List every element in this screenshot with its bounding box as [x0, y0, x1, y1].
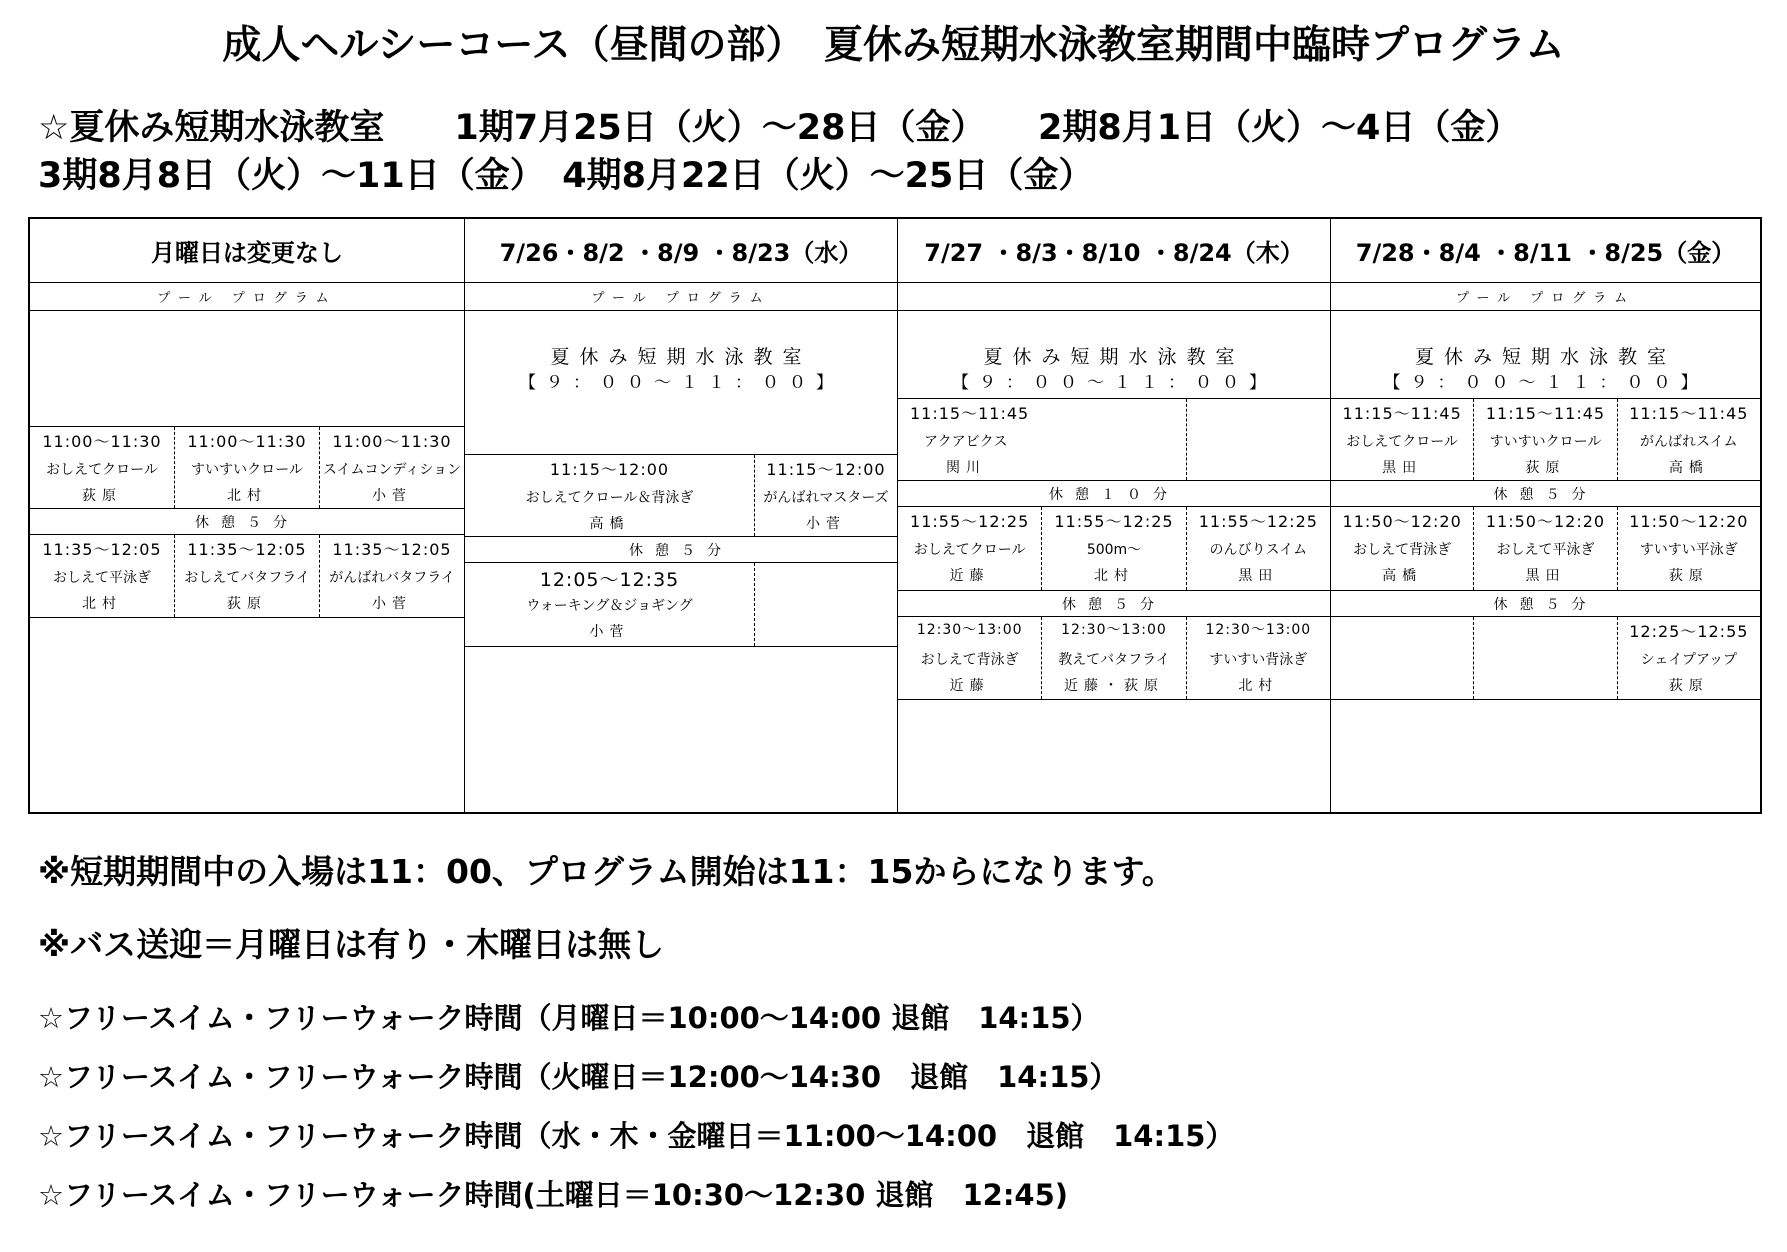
pool-label-wednesday: プール プログラム [465, 283, 897, 311]
program-instructor: 小菅 [372, 596, 412, 612]
program-instructor: 荻原 [1668, 568, 1709, 584]
program-instructor: 小菅 [372, 488, 412, 504]
program-cell [1041, 507, 1185, 590]
column-monday [30, 219, 464, 812]
empty-cell [754, 563, 897, 646]
program-instructor: 黒田 [1382, 460, 1423, 476]
short-course-label-thursday: 夏休み短期水泳教室 [983, 346, 1245, 368]
free-swim-wed-fri: ☆フリースイム・フリーウォーク時間（水・木・金曜日＝11:00～14:00 退館 14:15） [38, 1119, 1235, 1153]
program-instructor: 荻原 [1668, 678, 1709, 694]
friday-row-3 [1331, 617, 1760, 700]
program-name: 教えてバタフライ [1058, 652, 1170, 668]
program-time: 11:15～11:45 [910, 404, 1030, 423]
wednesday-row-1 [465, 454, 897, 537]
program-time: 11:35～12:05 [42, 540, 162, 559]
program-name: すいすいクロール [191, 462, 303, 478]
program-instructor: 高橋 [1382, 568, 1423, 584]
program-cell [898, 507, 1041, 590]
program-cell [174, 427, 319, 508]
program-cell [1186, 617, 1330, 699]
break-wednesday: 休憩５分 [465, 537, 897, 563]
pool-label-thursday-empty [898, 283, 1330, 311]
program-cell [465, 455, 754, 536]
column-thursday [897, 219, 1330, 812]
program-instructor: 北村 [82, 596, 122, 612]
program-instructor: 小菅 [806, 516, 846, 532]
page-title: 成人ヘルシーコース（昼間の部） 夏休み短期水泳教室期間中臨時プログラム [222, 23, 1565, 68]
free-swim-tuesday: ☆フリースイム・フリーウォーク時間（火曜日＝12:00～14:30 退館 14:15） [38, 1060, 1119, 1094]
program-name: おしえてバタフライ [184, 570, 310, 586]
program-instructor: 近藤 [949, 678, 990, 694]
program-time: 11:55～12:25 [1054, 512, 1174, 531]
program-name: おしえてクロール [913, 542, 1026, 558]
program-name: おしえて平泳ぎ [53, 570, 151, 586]
program-name: おしえて背泳ぎ [920, 652, 1019, 668]
program-cell [1473, 507, 1616, 590]
program-instructor: 黒田 [1238, 568, 1279, 584]
pool-label-monday: プール プログラム [30, 283, 464, 311]
short-course-time-wednesday: 【９：００～１１：００】 [519, 373, 843, 393]
program-name: 500m～ [1086, 542, 1142, 558]
program-cell [1331, 507, 1473, 590]
program-time: 11:15～11:45 [1342, 404, 1462, 423]
header-thursday: 7/27 ・8/3・8/10 ・8/24（木） [898, 219, 1330, 283]
break-thursday-2: 休憩５分 [898, 591, 1330, 617]
program-cell [30, 427, 174, 508]
program-cell [1617, 507, 1760, 590]
program-instructor: 小菅 [589, 624, 630, 640]
program-name: がんばれマスターズ [763, 490, 889, 506]
monday-row-2 [30, 535, 464, 618]
program-cell [1041, 617, 1185, 699]
program-name: すいすい平泳ぎ [1639, 542, 1738, 558]
program-name: すいすいクロール [1489, 434, 1602, 450]
program-cell [1473, 399, 1616, 480]
periods-line-2: 3期8月8日（火）～11日（金） 4期8月22日（火）～25日（金） [38, 156, 1094, 196]
program-cell [319, 535, 464, 617]
note-bus: ※バス送迎＝月曜日は有り・木曜日は無し [38, 925, 665, 964]
empty-cell [1473, 617, 1616, 699]
program-name: ウォーキング＆ジョギング [526, 598, 693, 614]
program-cell [30, 535, 174, 617]
header-friday: 7/28・8/4 ・8/11 ・8/25（金） [1331, 219, 1760, 283]
program-instructor: 近藤 [949, 568, 990, 584]
program-instructor: 荻原 [227, 596, 267, 612]
program-cell [1331, 399, 1473, 480]
short-course-time-friday: 【９：００～１１：００】 [1383, 373, 1708, 393]
header-wednesday: 7/26・8/2 ・8/9 ・8/23（水） [465, 219, 897, 283]
program-name: すいすい背泳ぎ [1209, 652, 1308, 668]
empty-cell [1331, 617, 1473, 699]
pool-label-friday: プール プログラム [1331, 283, 1760, 311]
program-instructor: 北村 [227, 488, 267, 504]
program-cell [754, 455, 897, 536]
program-name: おしえて背泳ぎ [1353, 542, 1452, 558]
free-swim-saturday: ☆フリースイム・フリーウォーク時間(土曜日＝10:30～12:30 退館 12:45) [38, 1178, 1069, 1212]
program-cell [174, 535, 319, 617]
program-name: がんばれスイム [1639, 434, 1738, 450]
program-time: 11:00～11:30 [332, 432, 452, 451]
program-instructor: 荻原 [1525, 460, 1566, 476]
short-course-label-friday: 夏休み短期水泳教室 [1414, 346, 1676, 368]
program-name: おしえてクロール [46, 462, 158, 478]
program-time: 11:15～11:45 [1629, 404, 1749, 423]
wednesday-row-2 [465, 563, 897, 647]
program-name: アクアビクス [924, 434, 1008, 450]
program-instructor: 高橋 [589, 516, 630, 532]
column-wednesday [464, 219, 897, 812]
program-time: 11:50～12:20 [1629, 512, 1749, 531]
program-time: 11:50～12:20 [1485, 512, 1606, 531]
friday-row-2 [1331, 507, 1760, 591]
program-time: 11:35～12:05 [332, 540, 452, 559]
friday-row-1 [1331, 398, 1760, 481]
program-cell [465, 563, 754, 646]
program-time: 12:30～13:00 [1205, 622, 1312, 638]
program-instructor: 関川 [946, 460, 986, 476]
monday-row-1 [30, 426, 464, 509]
short-course-time-thursday: 【９：００～１１：００】 [952, 373, 1276, 393]
program-time: 11:15～11:45 [1485, 404, 1606, 423]
program-time: 11:55～12:25 [1198, 512, 1318, 531]
program-time: 11:00～11:30 [42, 432, 162, 451]
program-instructor: 北村 [1093, 568, 1134, 584]
program-name: スイムコンディション [322, 462, 462, 478]
program-time: 12:25～12:55 [1629, 622, 1749, 641]
program-name: のんびりスイム [1209, 542, 1308, 558]
program-name: シェイプアップ [1640, 652, 1737, 668]
program-instructor: 北村 [1238, 678, 1279, 694]
program-instructor: 高橋 [1668, 460, 1709, 476]
thursday-row-3 [898, 617, 1330, 700]
short-course-label-wednesday: 夏休み短期水泳教室 [550, 346, 812, 368]
program-cell [898, 617, 1041, 699]
program-time: 12:05～12:35 [539, 569, 680, 591]
program-instructor: 近藤・荻原 [1063, 678, 1164, 694]
break-friday-1: 休憩５分 [1331, 481, 1760, 507]
thursday-row-2 [898, 507, 1330, 591]
program-cell [319, 427, 464, 508]
program-time: 12:30～13:00 [916, 622, 1023, 638]
header-monday: 月曜日は変更なし [30, 219, 464, 283]
program-cell [1617, 399, 1760, 480]
program-time: 11:15～12:00 [549, 460, 670, 479]
program-name: おしえてクロール＆背泳ぎ [525, 490, 694, 506]
program-name: おしえてクロール [1346, 434, 1459, 450]
program-name: がんばれバタフライ [329, 570, 455, 586]
free-swim-monday: ☆フリースイム・フリーウォーク時間（月曜日＝10:00～14:00 退館 14:15） [38, 1001, 1100, 1035]
program-time: 11:50～12:20 [1342, 512, 1462, 531]
program-cell [1617, 617, 1760, 699]
break-monday: 休憩５分 [30, 509, 464, 535]
program-time: 12:30～13:00 [1061, 622, 1167, 638]
program-cell [1186, 507, 1330, 590]
program-instructor: 荻原 [82, 488, 122, 504]
break-friday-2: 休憩５分 [1331, 591, 1760, 617]
program-name: おしえて平泳ぎ [1496, 542, 1595, 558]
periods-line-1: ☆夏休み短期水泳教室 1期7月25日（火）～28日（金） 2期8月1日（火）～4日（金） [38, 108, 1521, 148]
column-friday [1330, 219, 1760, 812]
program-time: 11:35～12:05 [187, 540, 307, 559]
break-thursday-1: 休憩１０分 [898, 481, 1330, 507]
program-time: 11:15～12:00 [766, 460, 886, 479]
program-instructor: 黒田 [1525, 568, 1566, 584]
thursday-row-1 [898, 398, 1330, 481]
note-entry-time: ※短期期間中の入場は11：00、プログラム開始は11：15からになります。 [38, 852, 1175, 891]
program-time: 11:55～12:25 [910, 512, 1030, 531]
program-time: 11:00～11:30 [187, 432, 307, 451]
program-cell [898, 399, 1186, 480]
schedule-table [28, 217, 1762, 814]
empty-cell [1186, 399, 1330, 480]
